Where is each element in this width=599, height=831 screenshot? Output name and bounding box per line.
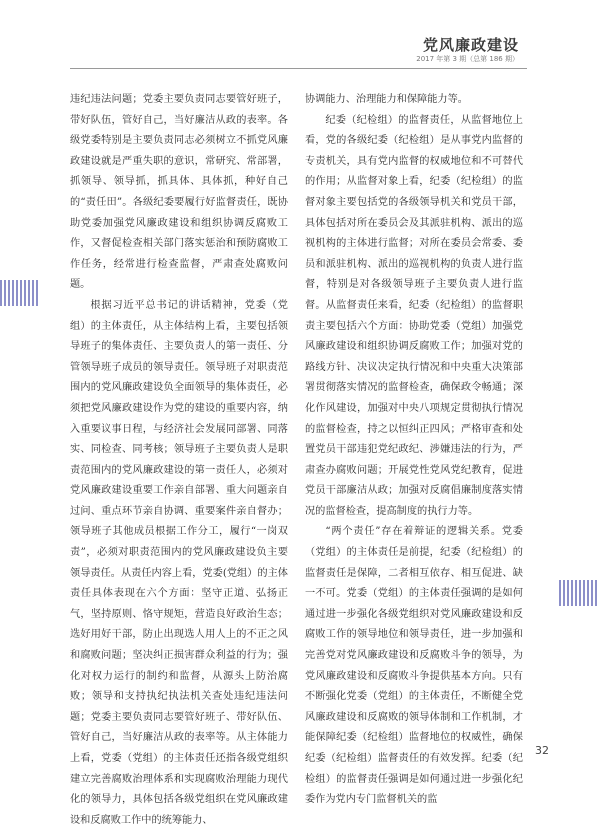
paragraph: 协调能力、治理能力和保障能力等。 <box>305 94 468 105</box>
left-text-column <box>70 90 288 831</box>
right-text-column <box>305 90 523 811</box>
issue-info: 2017 年第 3 期（总第 186 期） <box>416 55 519 63</box>
paragraph: 根据习近平总书记的讲话精神，党委（党组）的主体责任，从主体结构上看，主要包括领导班子的集体责任、主要负责人的第一责任、分管领导班子成员的领导责任。领导班子对职责范围内的党风廉政建设负全面领导的集体责任，必须把党风廉政建设作为党的建设的重要内容，纳入重要议事日程，与经济社会发展同部署、同落实、同检查、同考核；领导班子主要负责人是职责范围内的党风廉政建设的第一责任人，必须对党风廉政建设重要工作亲自部署、重大问题亲自过问、重点环节亲自协调、重要案件亲自督办；领导班子其他成员根据工作分工，履行“一岗双责”，必须对职责范围内的党风廉政建设负主要领导责任。从责任内容上看，党委(党组）的主体责任具体表现在六个方面：坚守正道、弘扬正气，坚持原则、恪守规矩，营造良好政治生态；选好用好干部，防止出现选人用人上的不正之风和腐败问题；坚决纠正损害群众利益的行为；强化对权力运行的制约和监督，从源头上防治腐败；领导和支持执纪执法机关查处违纪违法问题；党委主要负责同志要管好班子、带好队伍、管好自己，当好廉洁从政的表率等。从主体能力上看，党委（党组）的主体责任还指各级党组织建立完善腐败治理体系和实现腐败治理能力现代化的领导力，具体包括各级党组织在党风廉政建设和反腐败工作中的统筹能力、 <box>70 299 288 826</box>
paragraph: 纪委（纪检组）的监督责任，从监督地位上看，党的各级纪委（纪检组）是从事党内监督的专责机关，具有党内监督的权威地位和不可替代的作用；从监督对象上看，纪委（纪检组）的监督对象主要包括党的各级领导机关和党员干部，具体包括对所在委员会及其派驻机构、派出的巡视机构的主体进行监督；对所在委员会常委、委员和派驻机构、派出的巡视机构的负责人进行监督，特别是对各级领导班子主要负责人进行监督。从监督责任来看，纪委（纪检组）的监督职责主要包括六个方面：协助党委（党组）加强党风廉政建设和组织协调反腐败工作；加强对党的路线方针、决议决定执行情况和中央重大决策部署贯彻落实情况的监督检查，确保政令畅通；深化作风建设，加强对中央八项规定贯彻执行情况的监督检查，持之以恒纠正四风；严格审查和处置党员干部违犯党纪政纪、涉嫌违法的行为，严肃查办腐败问题；开展党性党风党纪教育，促进党员干部廉洁从政；加强对反腐倡廉制度落实情况的监督检查，提高制度的执行力等。 <box>305 114 523 517</box>
header-divider <box>70 68 527 69</box>
paragraph: 违纪违法问题；党委主要负责同志要管好班子，带好队伍，管好自己，当好廉洁从政的表率。各级党委特别是主要负责同志必须树立不抓党风廉政建设就是严重失职的意识，常研究、常部署，抓领导、领导抓，抓具体、具体抓，种好自己的“责任田”。各级纪委要履行好监督责任，既协助党委加强党风廉政建设和组织协调反腐败工作，又督促检查相关部门落实惩治和预防腐败工作任务，经常进行检查监督，严肃查处腐败问题。 <box>70 94 288 291</box>
paragraph: “两个责任”存在着辩证的逻辑关系。党委（党组）的主体责任是前提，纪委（纪检组）的监督责任是保障，二者相互依存、相互促进、缺一不可。党委（党组）的主体责任强调的是如何通过进一步强化各级党组织对党风廉政建设和反腐败工作的领导地位和领导责任，进一步加强和完善党对党风廉政建设和反腐败斗争的领导，为党风廉政建设和反腐败斗争提供基本方向。只有不断强化党委（党组）的主体责任，不断健全党风廉政建设和反腐败的领导体制和工作机制，才能保障纪委（纪检组）监督地位的权威性，确保纪委（纪检组）监督责任的有效发挥。纪委（纪检组）的监督责任强调是如何通过进一步强化纪委作为党内专门监督机关的监 <box>305 526 523 806</box>
decorative-stripe-right <box>559 580 599 606</box>
page-header <box>0 0 599 76</box>
section-title: 党风廉政建设 <box>422 36 519 54</box>
decorative-stripe-left <box>0 280 40 306</box>
page-number: 32 <box>535 744 549 757</box>
